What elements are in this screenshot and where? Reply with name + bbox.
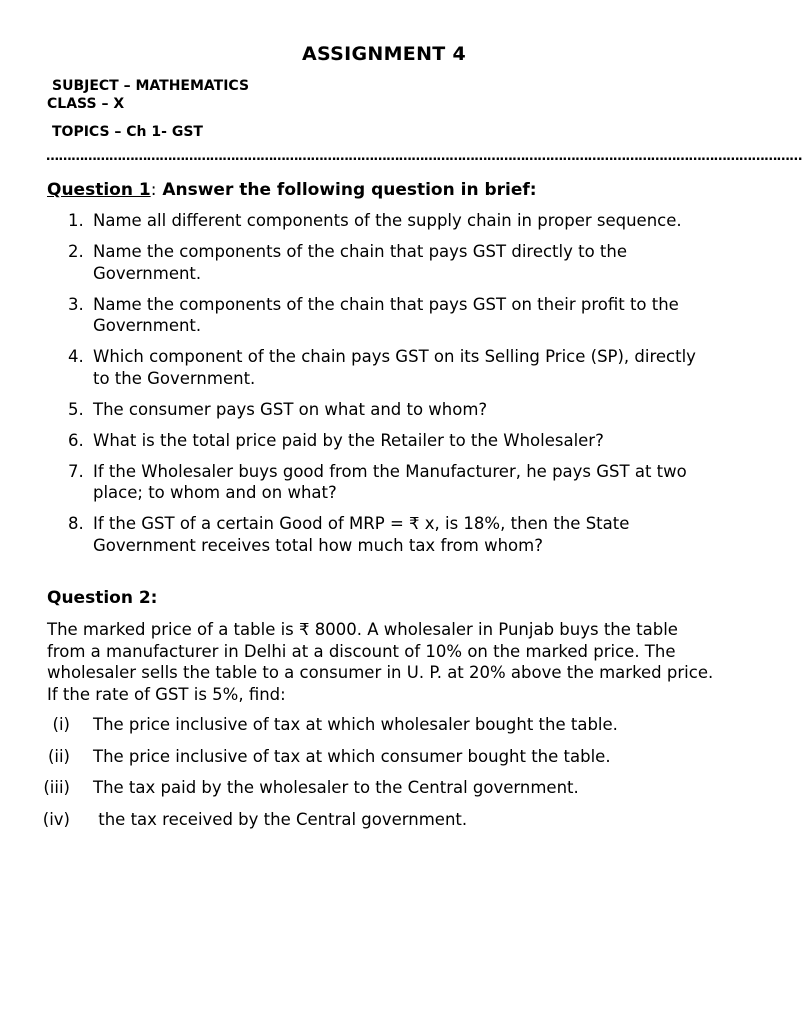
list-item	[0, 809, 768, 841]
topics-line: TOPICS – Ch 1- GST	[52, 124, 203, 140]
question-1-heading	[47, 180, 537, 200]
item-number: 1.	[68, 211, 84, 230]
dotted-separator: ………………………………………………………………………………………………………………………………………………………………	[46, 149, 802, 164]
item-number: 4.	[68, 347, 84, 366]
question-1-colon: :	[150, 180, 157, 200]
item-number: 6.	[68, 430, 84, 450]
list-item	[47, 399, 717, 421]
list-item	[47, 513, 717, 556]
question-1-list	[47, 210, 717, 566]
item-text: If the GST of a certain Good of MRP = ₹ x, is 18%, then the State Government receives total how much tax from whom?	[93, 514, 630, 555]
question-2-paragraph: The marked price of a table is ₹ 8000. A wholesaler in Punjab buys the table from a manufacturer in Delhi at a discount of 10% on the marked price. The wholesaler sells the table to a consumer in U. P. at 20% above the marked price. If the rate of GST is 5%, find:	[47, 620, 714, 704]
item-text: the tax received by the Central government.	[93, 809, 468, 829]
question-2-heading: Question 2:	[47, 588, 158, 608]
item-number: 8.	[68, 514, 84, 533]
question-2-list	[0, 714, 768, 840]
question-1-label: Question 1	[47, 180, 151, 200]
item-text: Name all different components of the supply chain in proper sequence.	[93, 211, 682, 230]
item-number: (iv)	[42, 809, 70, 829]
item-text: The price inclusive of tax at which wholesaler bought the table.	[93, 715, 618, 734]
item-text: If the Wholesaler buys good from the Manufacturer, he pays GST at two place; to whom and on what?	[93, 461, 687, 502]
item-text: What is the total price paid by the Retailer to the Wholesaler?	[93, 430, 604, 450]
list-item	[0, 777, 768, 809]
question-1-instruction: Answer the following question in brief:	[156, 180, 537, 200]
list-item	[47, 461, 717, 504]
item-number: (iii)	[43, 778, 70, 797]
list-item	[0, 714, 768, 746]
list-item	[47, 346, 717, 389]
item-text: The price inclusive of tax at which consumer bought the table.	[93, 746, 611, 766]
item-number: (ii)	[47, 746, 70, 766]
item-number: (i)	[52, 715, 70, 734]
item-text: Which component of the chain pays GST on its Selling Price (SP), directly to the Government.	[93, 347, 696, 388]
list-item	[47, 241, 717, 284]
page-title: ASSIGNMENT 4	[302, 43, 466, 65]
list-item	[47, 430, 717, 452]
class-line: CLASS – X	[47, 96, 125, 112]
list-item	[47, 210, 717, 232]
item-text: Name the components of the chain that pays GST on their profit to the Government.	[93, 294, 679, 335]
subject-line: SUBJECT – MATHEMATICS	[52, 78, 250, 94]
item-text: The tax paid by the wholesaler to the Central government.	[93, 778, 579, 797]
item-number: 2.	[68, 242, 84, 261]
item-number: 3.	[68, 294, 84, 314]
item-text: Name the components of the chain that pays GST directly to the Government.	[93, 242, 628, 283]
list-item	[0, 746, 768, 778]
item-number: 5.	[68, 399, 84, 419]
list-item	[47, 294, 717, 337]
item-number: 7.	[68, 461, 84, 481]
item-text: The consumer pays GST on what and to whom?	[93, 399, 488, 419]
